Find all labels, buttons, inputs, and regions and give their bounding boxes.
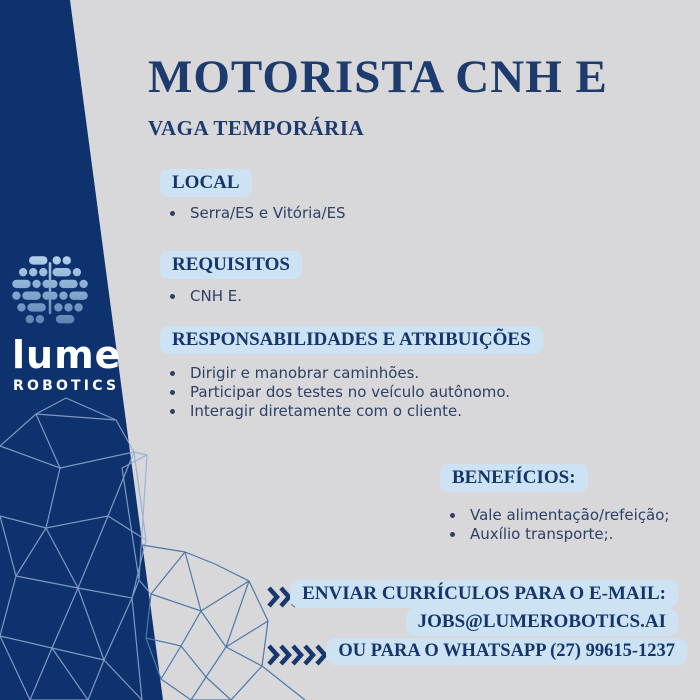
list-item: • Serra/ES e Vitória/ES xyxy=(186,204,346,223)
contact-whatsapp: OU PARA O WHATSAPP (27) 99615-1237 xyxy=(326,638,687,665)
list-item: • Vale alimentação/refeição; xyxy=(466,506,669,525)
list-item: • Dirigir e manobrar caminhões. xyxy=(186,364,510,383)
list-item: • Interagir diretamente com o cliente. xyxy=(186,402,510,421)
contact-email-label: ENVIAR CURRÍCULOS PARA O E-MAIL: xyxy=(290,580,678,608)
section-list-local xyxy=(168,204,346,223)
lume-brain-icon xyxy=(8,250,92,338)
mesh-decoration-gray xyxy=(142,545,305,700)
brand-name: lume xyxy=(12,333,122,377)
page-subtitle: VAGA TEMPORÁRIA xyxy=(148,116,365,140)
contact-email-address: JOBS@LUMEROBOTICS.AI xyxy=(406,608,678,636)
list-item: • Participar dos testes no veículo autônomo. xyxy=(186,383,510,402)
section-heading-requisitos: REQUISITOS xyxy=(160,251,302,279)
section-list-requisitos xyxy=(168,287,242,306)
list-item: • CNH E. xyxy=(186,287,242,306)
page-title: MOTORISTA CNH E xyxy=(148,51,608,103)
section-heading-beneficios: BENEFÍCIOS: xyxy=(440,464,588,492)
section-heading-responsabilidades: RESPONSABILIDADES E ATRIBUIÇÕES xyxy=(160,326,543,354)
section-list-beneficios xyxy=(448,506,669,544)
section-list-responsabilidades xyxy=(168,364,510,421)
section-heading-local: LOCAL xyxy=(160,169,252,197)
list-item: • Auxílio transporte;. xyxy=(466,525,669,544)
chevrons-icon xyxy=(267,644,327,666)
brand-subname: ROBOTICS xyxy=(13,378,120,394)
